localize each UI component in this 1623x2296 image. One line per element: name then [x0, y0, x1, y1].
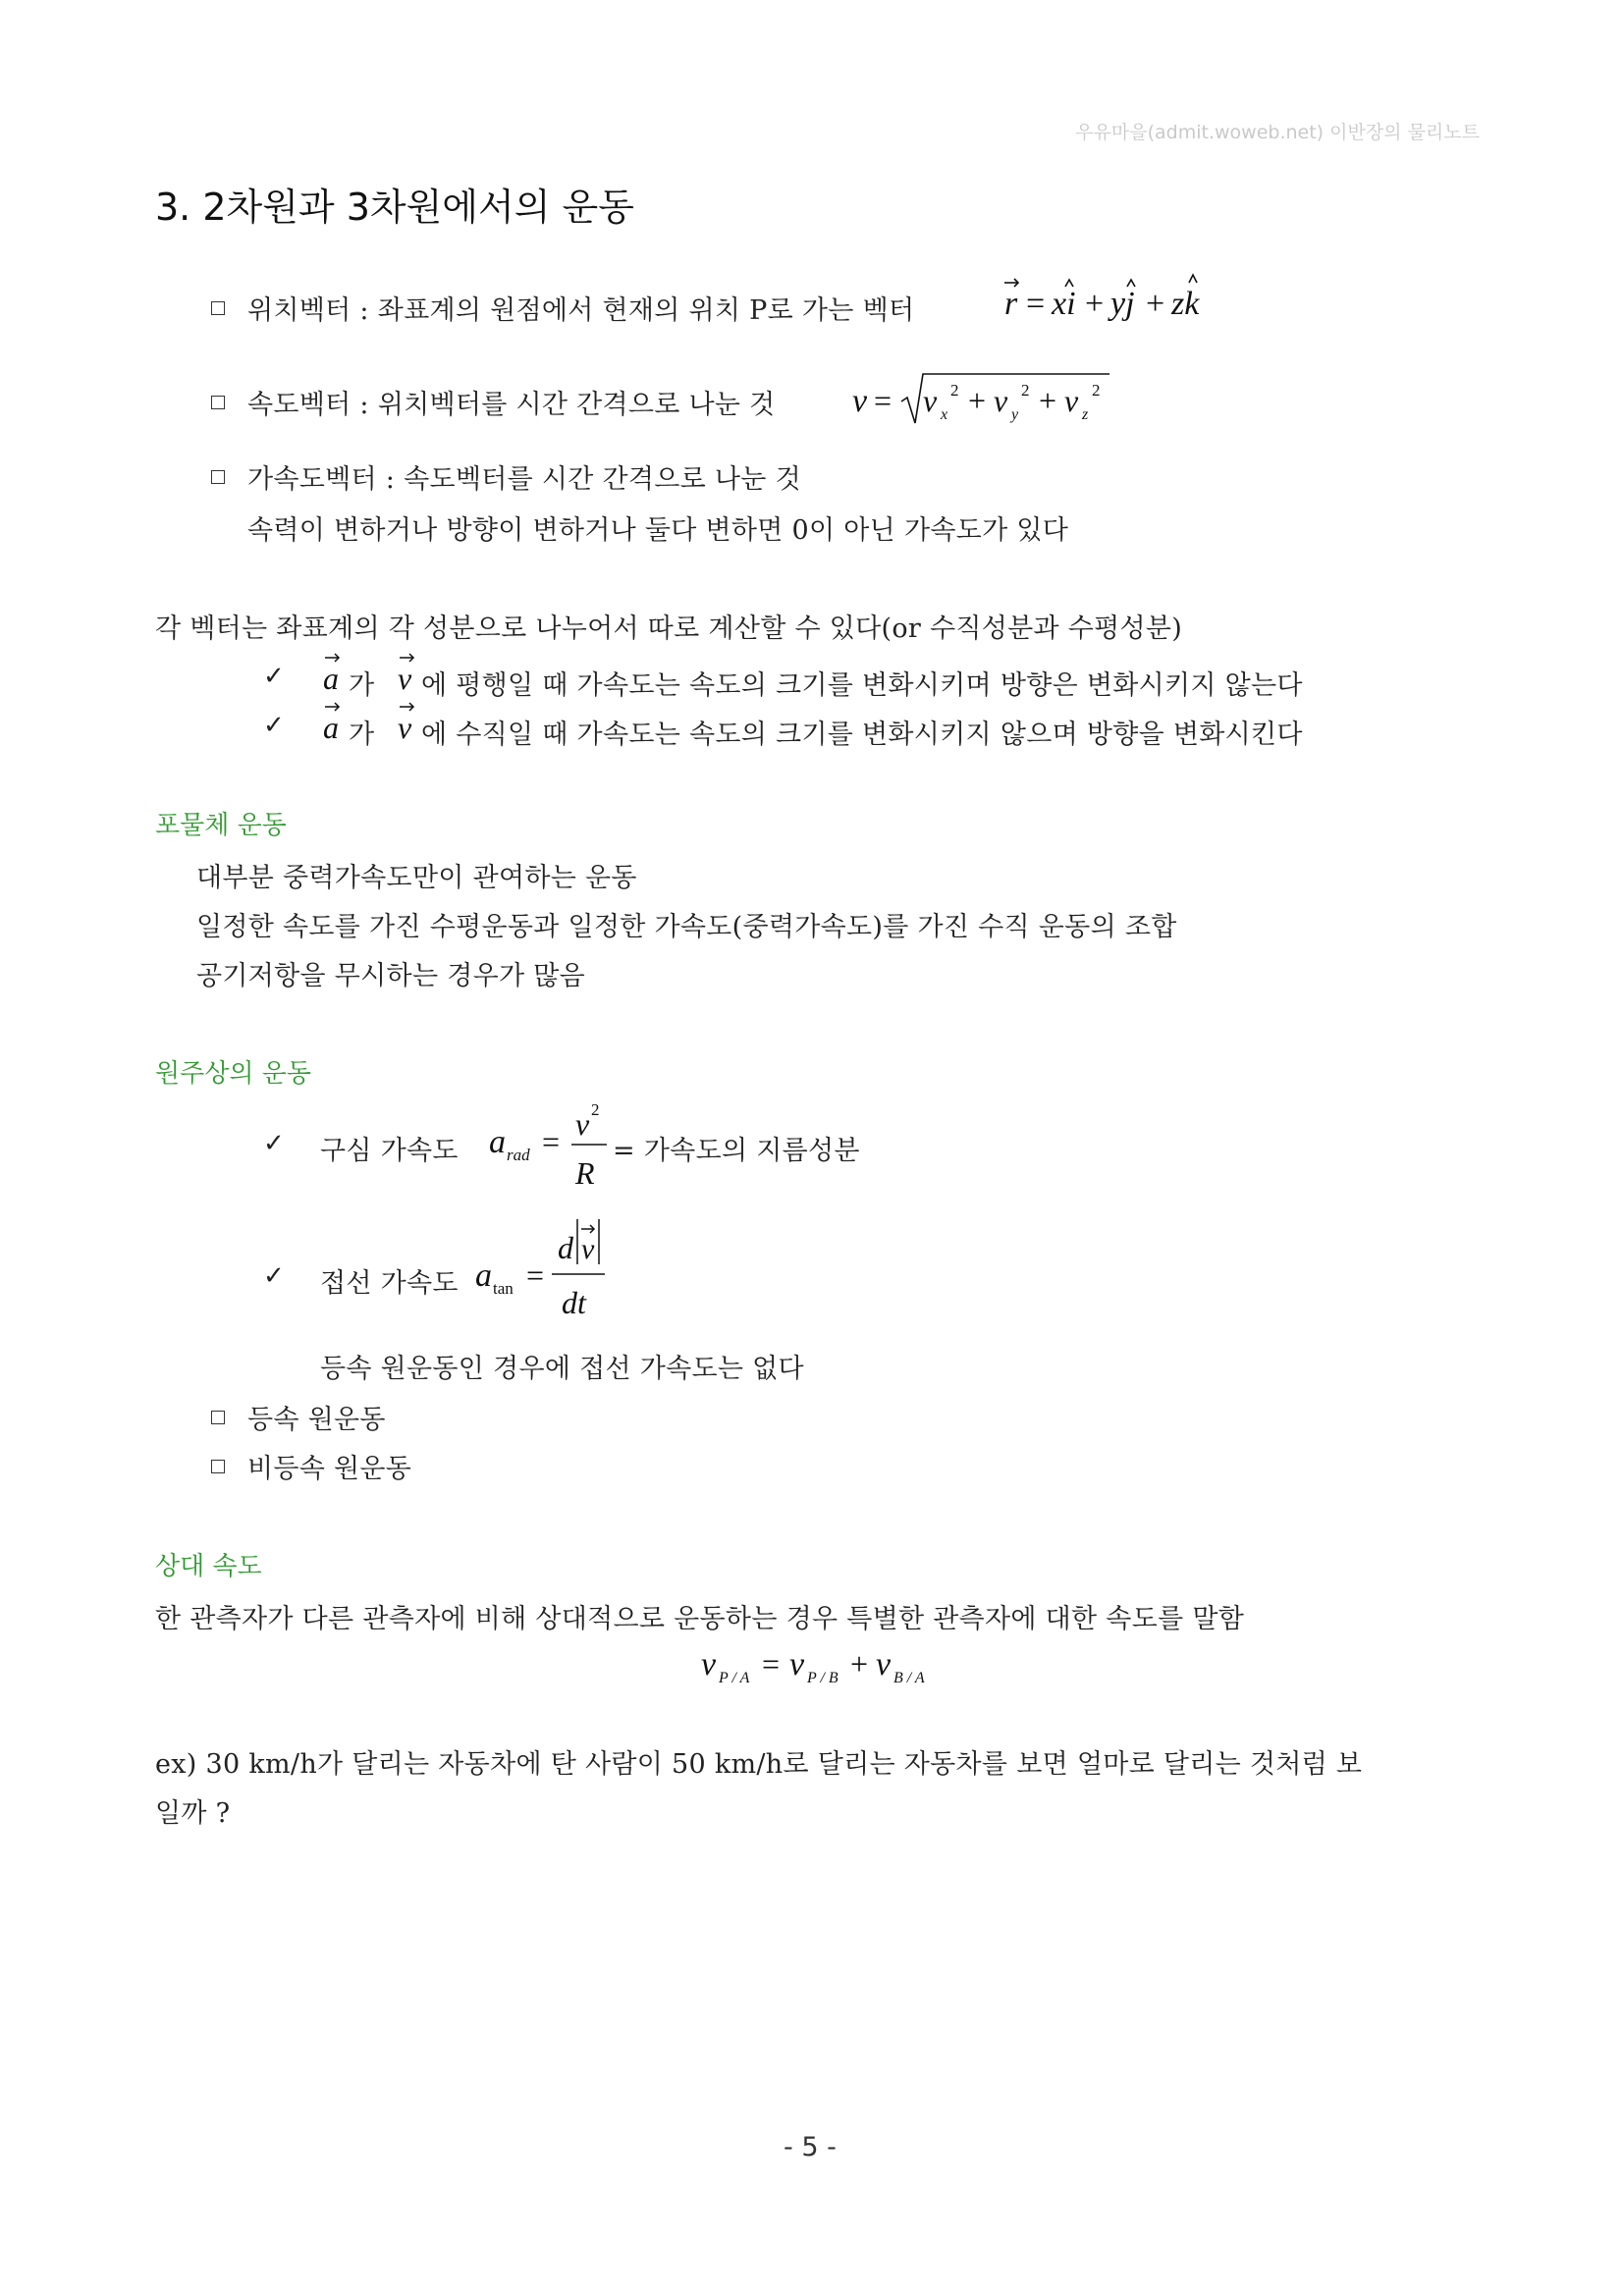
accel-note-text: 속력이 변하거나 방향이 변하거나 둘다 변하면 0이 아닌 가속도가 있다	[247, 515, 1069, 546]
checkmark-icon: ✓	[263, 1129, 285, 1158]
svg-text:v: v	[575, 1106, 590, 1142]
checkmark-icon: ✓	[263, 711, 285, 740]
svg-text:R: R	[575, 1155, 595, 1190]
svg-text:+: +	[850, 1646, 869, 1682]
svg-text:tan: tan	[493, 1279, 514, 1298]
svg-text:2: 2	[1092, 381, 1101, 400]
svg-text:dt: dt	[562, 1285, 586, 1320]
velocity-magnitude-formula	[846, 368, 1111, 429]
page-title: 3. 2차원과 3차원에서의 운동	[155, 186, 634, 229]
centripetal-formula	[485, 1092, 622, 1190]
circular-heading: 원주상의 운동	[155, 1059, 311, 1089]
svg-text:zk: zk	[1171, 286, 1200, 322]
checkbox-square-icon	[211, 1460, 225, 1473]
svg-text:v: v	[994, 383, 1008, 418]
svg-text:v: v	[852, 383, 868, 419]
svg-text:a: a	[323, 710, 339, 745]
parallel-accel-text: 에 평행일 때 가속도는 속도의 크기를 변화시키며 방향은 변화시키지 않는다	[421, 670, 1303, 701]
svg-text:x: x	[941, 406, 948, 423]
svg-text:=: =	[762, 1646, 781, 1682]
accel-vector-text: 가속도벡터 : 속도벡터를 시간 간격으로 나눈 것	[247, 464, 801, 495]
header-watermark: 우유마을(admit.woweb.net) 이반장의 물리노트	[1075, 122, 1480, 143]
svg-text:2: 2	[950, 381, 959, 400]
relative-velocity-formula	[697, 1635, 943, 1694]
svg-text:a: a	[475, 1257, 492, 1294]
vector-v-symbol	[394, 648, 419, 699]
svg-text:=: =	[542, 1124, 561, 1159]
svg-text:v: v	[1064, 383, 1079, 418]
page-number: - 5 -	[784, 2132, 837, 2163]
svg-text:+: +	[1039, 383, 1057, 418]
svg-text:a: a	[489, 1124, 506, 1160]
projectile-heading: 포물체 운동	[155, 811, 287, 840]
svg-text:P / B: P / B	[807, 1670, 839, 1686]
components-intro-text: 각 벡터는 좌표계의 각 성분으로 나누어서 따로 계산할 수 있다(or 수직성분과 수평성분)	[155, 614, 1183, 644]
svg-text:2: 2	[591, 1100, 600, 1119]
checkmark-icon: ✓	[263, 1261, 285, 1291]
tangential-formula	[473, 1209, 611, 1322]
particle-ga: 가	[349, 720, 375, 750]
svg-text:=: =	[1026, 286, 1046, 322]
svg-text:=: =	[874, 383, 893, 418]
checkmark-icon: ✓	[263, 662, 285, 691]
svg-text:v: v	[581, 1233, 595, 1265]
checkbox-square-icon	[211, 1411, 225, 1424]
centripetal-tail: = 가속도의 지름성분	[613, 1136, 860, 1166]
svg-text:rad: rad	[507, 1146, 530, 1164]
velocity-vector-text: 속도벡터 : 위치벡터를 시간 간격으로 나눈 것	[247, 390, 776, 420]
example-line-2: 일까 ?	[155, 1798, 231, 1829]
svg-text:v: v	[398, 661, 412, 696]
projectile-line-1: 대부분 중력가속도만이 관여하는 운동	[196, 863, 637, 893]
svg-text:yj: yj	[1110, 286, 1135, 322]
tangential-label: 접선 가속도	[320, 1268, 459, 1299]
svg-text:z: z	[1082, 406, 1089, 423]
uniform-circular-text: 등속 원운동	[247, 1405, 386, 1435]
checkbox-square-icon	[211, 396, 225, 409]
perpendicular-accel-text: 에 수직일 때 가속도는 속도의 크기를 변화시키지 않으며 방향을 변화시킨다	[421, 720, 1303, 750]
svg-text:v: v	[398, 710, 412, 745]
centripetal-label: 구심 가속도	[320, 1136, 459, 1166]
svg-text:r: r	[1004, 286, 1018, 322]
vector-a-symbol	[319, 697, 349, 748]
svg-text:+: +	[968, 383, 987, 418]
tangential-note: 등속 원운동인 경우에 접선 가속도는 없다	[320, 1354, 804, 1384]
svg-text:v: v	[876, 1646, 892, 1682]
projectile-line-2: 일정한 속도를 가진 수평운동과 일정한 가속도(중력가속도)를 가진 수직 운동의 조합	[196, 912, 1177, 942]
vector-v-symbol	[394, 697, 419, 748]
svg-text:2: 2	[1021, 381, 1030, 400]
svg-text:xi: xi	[1052, 286, 1076, 322]
svg-text:P / A: P / A	[719, 1670, 750, 1686]
svg-text:v: v	[701, 1646, 717, 1682]
svg-text:v: v	[923, 383, 938, 418]
relative-description: 한 관측자가 다른 관측자에 비해 상대적으로 운동하는 경우 특별한 관측자에 대한 속도를 말함	[155, 1604, 1245, 1634]
svg-text:+: +	[1146, 286, 1165, 322]
svg-text:v: v	[789, 1646, 805, 1682]
svg-text:=: =	[526, 1257, 545, 1293]
checkbox-square-icon	[211, 301, 225, 315]
checkbox-square-icon	[211, 470, 225, 484]
relative-heading: 상대 속도	[155, 1552, 262, 1581]
svg-text:d: d	[558, 1230, 573, 1265]
projectile-line-3: 공기저항을 무시하는 경우가 많음	[196, 961, 585, 991]
example-line-1: ex) 30 km/h가 달리는 자동차에 탄 사람이 50 km/h로 달리는 자동차를 보면 얼마로 달리는 것처럼 보	[155, 1749, 1363, 1780]
position-vector-formula	[997, 265, 1227, 330]
svg-text:y: y	[1011, 406, 1019, 423]
position-vector-text: 위치벡터 : 좌표계의 원점에서 현재의 위치 P로 가는 벡터	[247, 295, 915, 326]
svg-text:+: +	[1085, 286, 1105, 322]
svg-text:a: a	[323, 661, 339, 696]
vector-a-symbol	[319, 648, 349, 699]
nonuniform-circular-text: 비등속 원운동	[247, 1454, 412, 1484]
svg-text:B / A: B / A	[893, 1670, 925, 1686]
particle-ga: 가	[349, 670, 375, 701]
